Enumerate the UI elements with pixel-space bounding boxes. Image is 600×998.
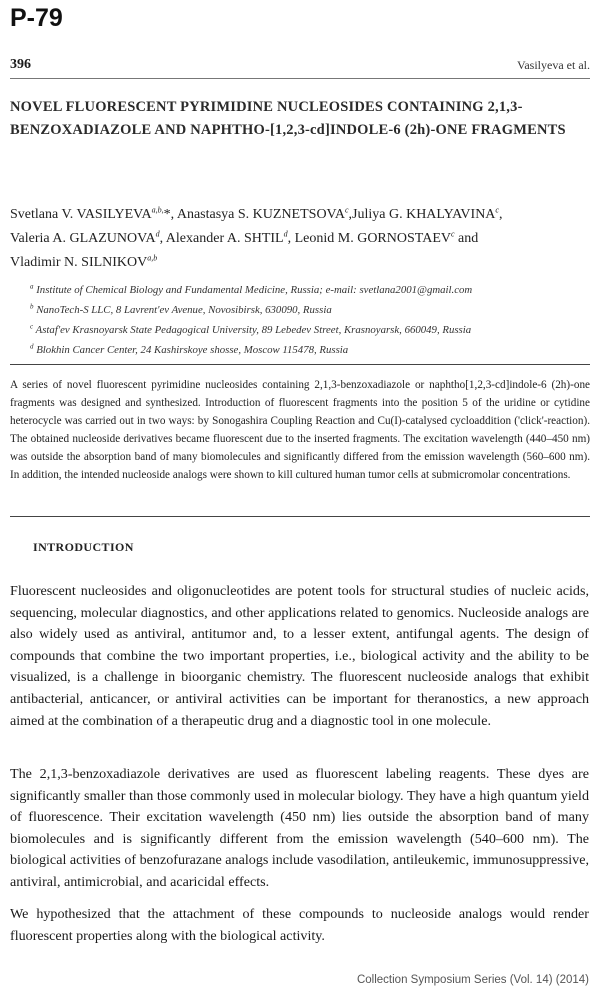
author: Leonid M. GORNOSTAEV$^c$ and	[294, 229, 479, 246]
affiliation: $^d$ Blokhin Cancer Center, 24 Kashirskoye shosse, Moscow 115478, Russia	[30, 342, 349, 356]
body-paragraph: Fluorescent nucleosides and oligonucleotides are potent tools for structural studies of nucleic acids, sequencing, molecular diagnostics, and other applications related to genomics. Nucleoside analogs are also widely used as antiviral, antitumor and, to a lesser extent, antifungal agents. The design of compounds that combine the two important properties, i.e., biological activity and the ability to be visualized, is a challenge in bioorganic chemistry. The fluorescent nucleoside analogs that exhibit antibacterial, anticancer, or antiviral activities can be important for theranostics, a new approach aimed at the combination of a therapeutic drug and a diagnostic tool in one molecule.	[10, 583, 589, 729]
page-number: 396	[10, 57, 31, 72]
body-paragraph: The 2,1,3-benzoxadiazole derivatives are used as fluorescent labeling reagents. These dyes are significantly smaller than those commonly used in molecular biology. They have a high quantum yield of fluorescence. Their excitation wavelength (450 nm) lies outside the absorption band of many biomolecules and is significantly different from the emission wavelength (540–600 nm). The biological activities of benzofurazane analogs include vasodilation, antileukemic, immunosuppressive, antiviral, antimicrobial, and acaricidal effects.	[10, 766, 589, 890]
affiliation-list	[30, 280, 590, 360]
affiliation: $^a$ Institute of Chemical Biology and Fundamental Medicine, Russia; e-mail: svetlana2001@gmail.com	[30, 282, 473, 296]
running-head	[10, 56, 590, 79]
running-author: Vasilyeva et al.	[517, 58, 590, 72]
author: Alexander A. SHTIL$^d$,	[165, 229, 295, 246]
author-list	[10, 203, 588, 275]
author: Vladimir N. SILNIKOV$^{a,b}$	[10, 253, 158, 270]
poster-id: P-79	[10, 4, 63, 32]
affiliation: $^b$ NanoTech-S LLC, 8 Lavrent'ev Avenue, Novosibirsk, 630090, Russia	[30, 302, 332, 316]
abstract-top-rule	[10, 364, 590, 365]
author: Juliya G. KHALYAVINA$^c$,	[352, 205, 503, 222]
body-paragraph: We hypothesized that the attachment of these compounds to nucleoside analogs would render fluorescent properties along with the biological activity.	[10, 906, 589, 944]
paper-title: NOVEL FLUORESCENT PYRIMIDINE NUCLEOSIDES CONTAINING 2,1,3-BENZOXADIAZOLE AND NAPHTHO-[1,2,3-cd]INDOLE-6 (2h)-ONE FRAGMENTS	[10, 99, 566, 138]
abstract-bottom-rule	[10, 516, 590, 517]
abstract: A series of novel fluorescent pyrimidine nucleosides containing 2,1,3-benzoxadiazole or naphtho[1,2,3-cd]indole-6 (2h)-one fragments was designed and synthesized. Introduction of fluorescent fragments into the position 5 of the uridine or cytidine heterocycle was carried out in two ways: by Sonogashira Coupling Reaction and Cu(I)-catalysed cycloaddition ('click'-reaction). The obtained nucleoside derivatives became fluorescent due to the inserted fragments. The excitation wavelength (440–450 nm) was outside the absorption band of many biomolecules and significantly differed from the emission wavelength (560–600 nm). In addition, the intended nucleoside analogs were shown to kill cultured human tumor cells at submicromolar concentrations.	[10, 379, 590, 481]
author: Svetlana V. $VASILYEVA^{a,b,}*$,	[10, 205, 177, 222]
author: Valeria A. GLAZUNOVA$^d$,	[10, 229, 166, 246]
affiliation: $^c$ Astaf'ev Krasnoyarsk State Pedagogical University, 89 Lebedev Street, Krasnoyarsk, 660049, Russia	[30, 322, 472, 336]
section-heading: INTRODUCTION	[33, 540, 134, 554]
journal-footer: Collection Symposium Series (Vol. 14) (2014)	[356, 974, 589, 986]
author: Anastasya S. KUZNETSOVA$^c$,	[176, 205, 353, 222]
